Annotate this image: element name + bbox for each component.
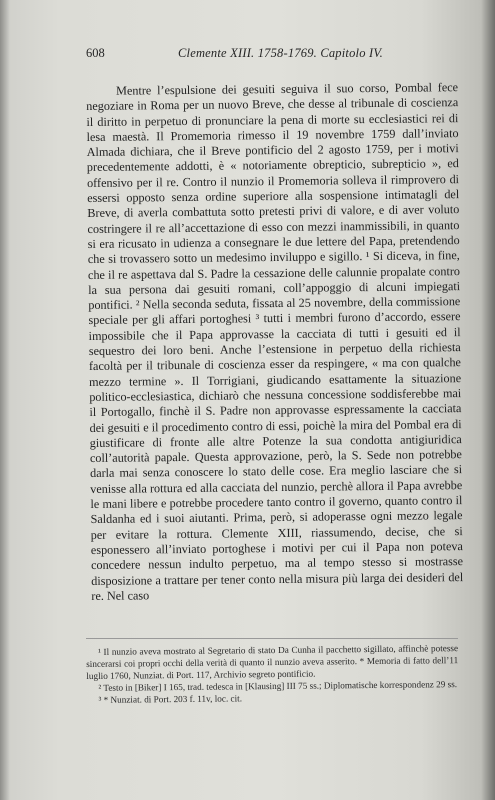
running-title: Clemente XIII. 1758-1769. Capitolo IV. — [178, 46, 383, 60]
page-header — [86, 46, 439, 62]
page-edge-shadow — [481, 0, 495, 800]
footnotes — [86, 642, 459, 706]
spine-shadow — [0, 0, 10, 800]
page-number: 608 — [86, 46, 105, 60]
footnote-3: ³ * Nunziat. di Port. 203 f. 11v, loc. cit. — [98, 693, 243, 705]
footnote-1: ¹ Il nunzio aveva mostrato al Segretario di stato Da Cunha il pacchetto sigillato, affinchè potesse sincerarsi coi propri occhi della verità di quanto il nunzio aveva asserito. * Memoria di fatto dell’11 luglio 1760, Nunziat. di Port. 117, Archivio segreto pontificio. — [86, 643, 459, 681]
footnote-2: ² Testo in [Biker] I 165, trad. tedesca in [Klausing] III 75 ss.; Diplomatische korrespondenz 29 ss. — [98, 679, 458, 693]
footnote-divider — [86, 638, 458, 639]
main-paragraph: Mentre l’espulsione dei gesuiti seguiva il suo corso, Pombal fece negoziare in Roma per un nuovo Breve, che desse al tribunale di coscienza il diritto in perpetuo di pronunciare la pena di morte su ecclesiastici rei di lesa maestà. Il Promemoria rimesso il 19 novembre 1759 dall’inviato Almada dichiara, che il Breve pontificio del 2 agosto 1759, per i motivi precedentemente addotti, è « notoriamente obrepticio, subrepticio », ed offensivo per il re. Contro il nunzio il Promemoria solleva il rimprovero di essersi opposto senza ordine superiore alla sospensione intimatagli del Breve, di averla combattuta sotto pretesti privi di valore, e di aver voluto costringere il re all’accettazione di esso con mezzi inammissibili, in quanto si era ricusato in udienza a consegnare le due lettere del Papa, pretendendo che si trovassero sotto un medesimo inviluppo e sigillo. ¹ Si diceva, in fine, che il re aspettava dal S. Padre la cessazione delle calunnie propalate contro la sua persona dai gesuiti romani, coll’appoggio di alcuni impiegati pontifici. ² Nella seconda seduta, fissata al 25 novembre, della commissione speciale per gli affari portoghesi ³ tutti i membri furono d’accordo, essere impossibile che il Papa approvasse la cacciata di tutti i gesuiti ed il sequestro dei loro beni. Anche l’estensione in perpetuo della richiesta facoltà per il tribunale di coscienza esser da respingere, « ma con qualche mezzo termine ». Il Torrigiani, giudicando esattamente la situazione politico-ecclesiastica, dichiarò che nessuna concessione soddisferebbe mai il Portogallo, finchè il S. Padre non approvasse espressamente la cacciata dei gesuiti e il procedimento contro di essi, poichè la mira del Pombal era di giustificare di fronte alle altre Potenze la sua condotta antigiuridica coll’autorità papale. Questa approvazione, però, la S. Sede non potrebbe darla mai senza conoscere lo stato delle cose. Era meglio lasciare che si venisse alla rottura ed alla cacciata del nunzio, perchè allora il Papa avrebbe le mani libere e potrebbe procedere tanto contro il governo, quanto contro il Saldanha ed i suoi aiutanti. Prima, però, si adoperasse ogni mezzo legale per evitare la rottura. Clemente XIII, riassumendo, decise, che si esponessero all’inviato portoghese i motivi per cui il Papa non poteva concedere nessun indulto perpetuo, ma al tempo stesso si mostrasse disposizione a trattare per tener conto nella misura più larga dei desideri del re. Nel caso — [86, 80, 464, 603]
